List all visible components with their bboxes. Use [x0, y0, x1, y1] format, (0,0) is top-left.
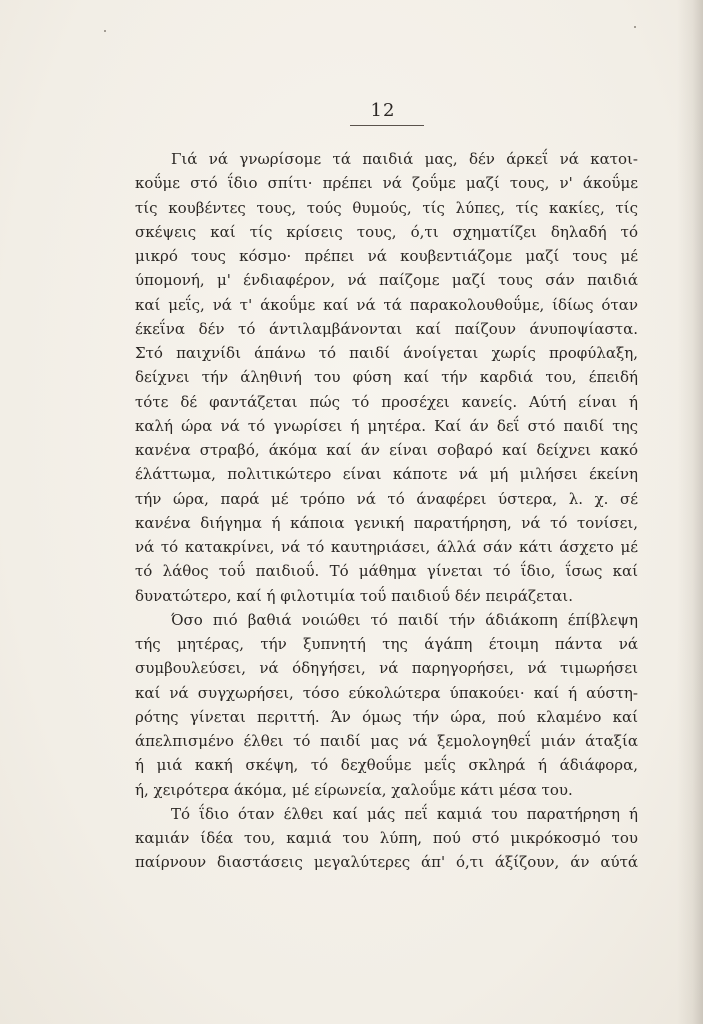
text-line: τής μητέρας, τήν ξυπνητή της άγάπη έτοιμη πάντα νά — [135, 635, 638, 653]
text-line: Γιά νά γνωρίσομε τά παιδιά μας, δέν άρκεΐ νά κατοι- — [171, 150, 638, 168]
text-line: καί μεΐς, νά τ' άκοΰμε καί νά τά παρακολουθοΰμε, ίδίως όταν — [135, 295, 638, 314]
text-line: ύπομονή, μ' ένδιαφέρον, νά παίζομε μαζί τους σάν παιδιά — [135, 271, 638, 290]
text-line: τίς κουβέντες τους, τούς θυμούς, τίς λύπες, τίς κακίες, τίς — [135, 198, 638, 217]
page-edge-shadow — [677, 0, 703, 1024]
text-line: καί νά συγχωρήσει, τόσο εύκολώτερα ύπακούει· καί ή αύστη- — [135, 683, 638, 702]
text-line: τό λάθος τοΰ παιδιοΰ. Τό μάθημα γίνεται τό ΐδιο, ΐσως καί — [135, 562, 638, 581]
text-line: άπελπισμένο έλθει τό παιδί μας νά ξεμολογηθεΐ μιάν άταξία — [135, 732, 638, 750]
text-line: δείχνει τήν άληθινή του φύση καί τήν καρδιά του, έπειδή — [135, 368, 638, 387]
text-line: καλή ώρα νά τό γνωρίσει ή μητέρα. Καί άν δεΐ στό παιδί της — [135, 416, 638, 435]
text-line: παίρνουν διαστάσεις μεγαλύτερες άπ' ό,τι άξίζουν, άν αύτά — [135, 853, 638, 872]
text-line: ρότης γίνεται περιττή. Άν όμως τήν ώρα, πού κλαμένο καί — [135, 707, 638, 726]
text-line: ή, χειρότερα άκόμα, μέ είρωνεία, χαλοΰμε κάτι μέσα του. — [135, 780, 573, 799]
text-line: κανένα διήγημα ή κάποια γενική παρατήρηση, νά τό τονίσει, — [135, 513, 638, 532]
paper-speck — [104, 30, 106, 32]
text-line: ή μιά κακή σκέψη, τό δεχθοΰμε μεΐς σκληρά ή άδιάφορα, — [135, 756, 638, 775]
text-line: δυνατώτερο, καί ή φιλοτιμία τοΰ παιδιοΰ δέν πειράζεται. — [135, 586, 573, 605]
page-number-rule — [350, 125, 424, 126]
body-text — [135, 147, 638, 875]
text-line: Στό παιχνίδι άπάνω τό παιδί άνοίγεται χωρίς προφύλαξη, — [135, 344, 638, 362]
text-line: νά τό κατακρίνει, νά τό καυτηριάσει, άλλά σάν κάτι άσχετο μέ — [135, 538, 638, 556]
text-line: καμιάν ίδέα του, καμιά του λύπη, πού στό μικρόκοσμό του — [135, 829, 638, 847]
text-line: έκεΐνα δέν τό άντιλαμβάνονται καί παίζουν άνυποψίαστα. — [135, 319, 638, 338]
text-line: τότε δέ φαντάζεται πώς τό προσέχει κανείς. Αύτή είναι ή — [135, 392, 638, 411]
paper-speck — [634, 26, 636, 28]
page-number: 12 — [370, 100, 396, 121]
text-line: συμβουλεύσει, νά όδηγήσει, νά παρηγορήσει, νά τιμωρήσει — [135, 659, 638, 678]
text-line: σκέψεις καί τίς κρίσεις τους, ό,τι σχηματίζει δηλαδή τό — [135, 222, 638, 241]
text-line: κανένα στραβό, άκόμα καί άν είναι σοβαρό καί δείχνει κακό — [135, 441, 638, 459]
text-line: μικρό τους κόσμο· πρέπει νά κουβεντιάζομε μαζί τους μέ — [135, 247, 638, 265]
text-line: τήν ώρα, παρά μέ τρόπο νά τό άναφέρει ύστερα, λ. χ. σέ — [135, 489, 638, 508]
text-line: κοΰμε στό ΐδιο σπίτι· πρέπει νά ζοΰμε μαζί τους, ν' άκοΰμε — [135, 174, 638, 193]
text-line: Τό ΐδιο όταν έλθει καί μάς πεΐ καμιά του παρατήρηση ή — [171, 804, 638, 823]
text-line: Όσο πιό βαθιά νοιώθει τό παιδί τήν άδιάκοπη έπίβλεψη — [171, 610, 638, 629]
text-line: έλάττωμα, πολιτικώτερο είναι κάποτε νά μή μιλήσει έκείνη — [135, 465, 638, 484]
